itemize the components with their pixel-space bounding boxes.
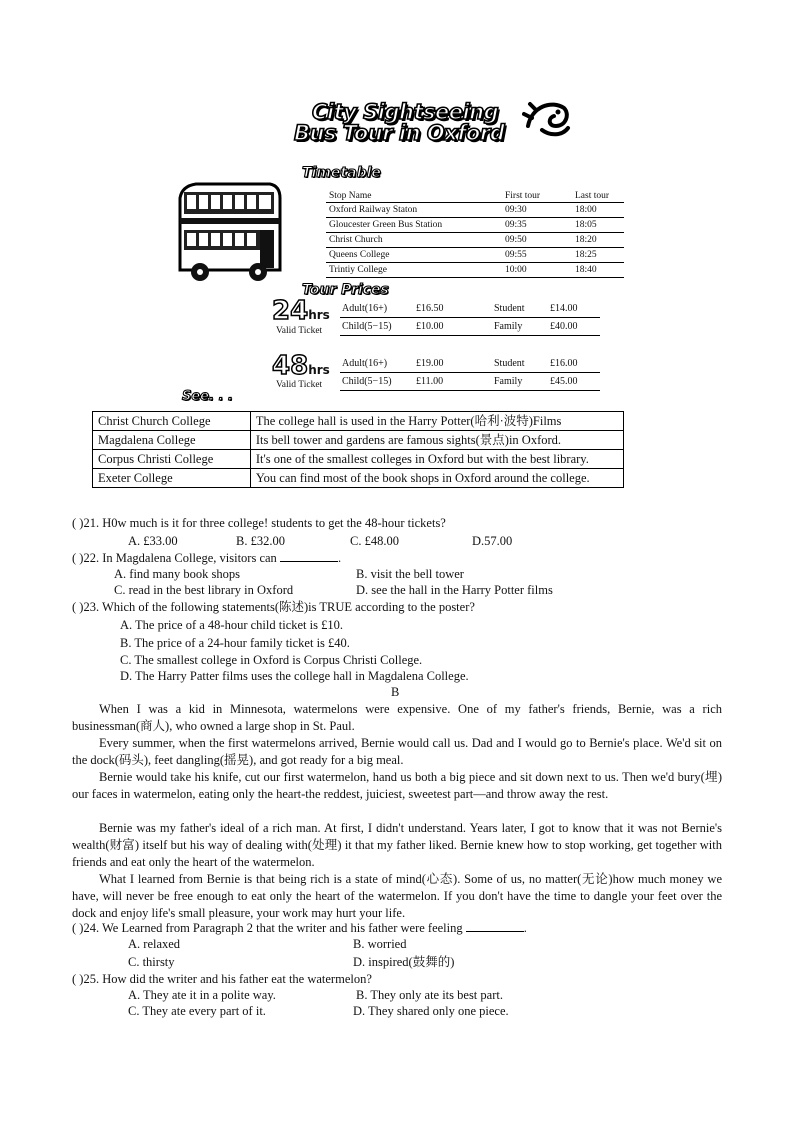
last-tour-time: 18:20 — [572, 233, 624, 248]
stop-name: Gloucester Green Bus Station — [326, 218, 502, 233]
college-name: Exeter College — [93, 469, 251, 488]
q21-option-c: C. £48.00 — [350, 534, 399, 548]
last-tour-time: 18:05 — [572, 218, 624, 233]
tour-prices-heading: Tour Prices — [302, 282, 389, 298]
timetable — [326, 190, 624, 278]
q25-option-d: D. They shared only one piece. — [353, 1004, 509, 1018]
q24-option-c: C. thirsty — [128, 955, 175, 969]
q21-option-a: A. £33.00 — [128, 534, 178, 548]
price-row — [340, 357, 600, 373]
timetable-row — [326, 248, 624, 263]
poster-title-line1: City Sightseeing — [312, 100, 499, 124]
timetable-heading: Timetable — [302, 165, 381, 181]
last-tour-time: 18:00 — [572, 203, 624, 218]
q25-option-b: B. They only ate its best part. — [356, 988, 503, 1002]
q25-option-a: A. They ate it in a polite way. — [128, 988, 276, 1002]
q24-option-d: D. inspired(鼓舞的) — [353, 955, 455, 969]
first-tour-time: 10:00 — [502, 263, 572, 278]
ticket-price: £14.00 — [550, 303, 578, 314]
college-description: You can find most of the book shops in Oxford around the college. — [250, 469, 623, 488]
ticket-type: Family — [494, 321, 523, 332]
ticket-48-unit: hrs — [308, 363, 330, 377]
timetable-row — [326, 218, 624, 233]
colleges-table — [92, 411, 624, 488]
ticket-type: Adult(16+) — [342, 358, 388, 369]
ticket-price: £11.00 — [416, 376, 444, 387]
q22-option-b: B. visit the bell tower — [356, 567, 464, 581]
ticket-24-badge — [272, 298, 330, 324]
answer-blank — [466, 921, 524, 932]
table-row — [93, 469, 624, 488]
ticket-type: Child(5−15) — [342, 321, 392, 332]
stop-name: Christ Church — [326, 233, 502, 248]
price-row — [340, 375, 600, 391]
q21-stem: ( )21. H0w much is it for three college! students to get the 48-hour tickets? — [72, 516, 446, 530]
ticket-48-badge — [272, 353, 330, 379]
q22-option-a: A. find many book shops — [114, 567, 241, 581]
ticket-type: Adult(16+) — [342, 303, 388, 314]
col-stop-name: Stop Name — [326, 190, 502, 203]
q23-option-c: C. The smallest college in Oxford is Corpus Christi College. — [120, 653, 423, 667]
passage-paragraph-4: Bernie was my father's ideal of a rich man. At first, I didn't understand. Years later, I got to know that it was not Bernie's wealth(财富) itself but his way of dealing with(处理) it that my father liked. Bernie knew how to stop working, get together with friends and eat only the heart of the watermelon. — [72, 821, 722, 869]
q24-stem: ( )24. We Learned from Paragraph 2 that the writer and his father were feeling — [72, 921, 463, 935]
ticket-48-label: Valid Ticket — [276, 380, 323, 390]
see-heading: See. . . — [182, 389, 233, 404]
col-last-tour: Last tour — [572, 190, 624, 203]
college-name: Christ Church College — [93, 412, 251, 431]
college-description: It's one of the smallest colleges in Oxford but with the best library. — [250, 450, 623, 469]
first-tour-time: 09:50 — [502, 233, 572, 248]
ticket-48-number: 48 — [272, 351, 309, 381]
table-row — [93, 431, 624, 450]
ticket-price: £16.00 — [550, 358, 578, 369]
ticket-24-unit: hrs — [308, 308, 330, 322]
ticket-price: £45.00 — [550, 376, 578, 387]
double-decker-bus-icon — [174, 180, 286, 284]
dragon-logo-icon — [522, 96, 572, 142]
section-b-heading: B — [391, 685, 400, 699]
price-row — [340, 302, 600, 318]
college-description: The college hall is used in the Harry Potter(哈利·波特)Films — [250, 412, 623, 431]
ticket-price: £19.00 — [416, 358, 444, 369]
ticket-24-number: 24 — [272, 296, 309, 326]
q23-option-d: D. The Harry Patter films uses the college hall in Magdalena College. — [120, 669, 469, 683]
stop-name: Oxford Railway Staton — [326, 203, 502, 218]
answer-blank — [280, 551, 338, 562]
first-tour-time: 09:30 — [502, 203, 572, 218]
q24-option-a: A. relaxed — [128, 937, 181, 951]
q22-stem: ( )22. In Magdalena College, visitors can — [72, 551, 277, 565]
q22-option-c: C. read in the best library in Oxford — [114, 583, 294, 597]
q25-stem: ( )25. How did the writer and his father eat the watermelon? — [72, 972, 372, 986]
first-tour-time: 09:55 — [502, 248, 572, 263]
q23-option-b: B. The price of a 24-hour family ticket is £40. — [120, 636, 350, 650]
college-description: Its bell tower and gardens are famous sights(景点)in Oxford. — [250, 431, 623, 450]
price-row — [340, 320, 600, 336]
q23-option-a: A. The price of a 48-hour child ticket is £10. — [120, 618, 343, 632]
q22-stem-line: ( )22. In Magdalena College, visitors can . — [72, 551, 342, 565]
ticket-price: £16.50 — [416, 303, 444, 314]
col-first-tour: First tour — [502, 190, 572, 203]
q21-option-d: D.57.00 — [472, 534, 513, 548]
ticket-type: Student — [494, 303, 525, 314]
timetable-row — [326, 203, 624, 218]
passage-paragraph-3: Bernie would take his knife, cut our first watermelon, hand us both a big piece and sit down next to us. Then we'd bury(埋) our faces in watermelon, eating only the heart-the reddest, juiciest, sweetest part—and throw away the rest. — [72, 770, 722, 801]
first-tour-time: 09:35 — [502, 218, 572, 233]
q23-stem: ( )23. Which of the following statements(陈述)is TRUE according to the poster? — [72, 600, 475, 614]
college-name: Magdalena College — [93, 431, 251, 450]
stop-name: Queens College — [326, 248, 502, 263]
ticket-price: £40.00 — [550, 321, 578, 332]
stop-name: Trintiy College — [326, 263, 502, 278]
timetable-row — [326, 263, 624, 278]
passage-paragraph-5: What I learned from Bernie is that being rich is a state of mind(心态). Some of us, no matter(无论)how much money we have, will never be free enough to eat only the heart of the watermelon. If you don't have the time to dangle your feet over the dock and enjoy life's small pleasure, your work may hurt your life. — [72, 872, 722, 920]
ticket-type: Student — [494, 358, 525, 369]
q25-option-c: C. They ate every part of it. — [128, 1004, 266, 1018]
timetable-row — [326, 233, 624, 248]
passage-paragraph-1: When I was a kid in Minnesota, watermelons were expensive. One of my father's friends, Bernie, was a rich businessman(商人), who owned a large shop in St. Paul. — [72, 702, 722, 733]
q24-stem-line: ( )24. We Learned from Paragraph 2 that the writer and his father were feeling . — [72, 921, 527, 935]
ticket-type: Child(5−15) — [342, 376, 392, 387]
timetable-header-row — [326, 190, 624, 203]
ticket-type: Family — [494, 376, 523, 387]
q24-option-b: B. worried — [353, 937, 407, 951]
college-name: Corpus Christi College — [93, 450, 251, 469]
ticket-24-label: Valid Ticket — [276, 326, 323, 336]
poster-title-line2: Bus Tour in Oxford — [294, 121, 505, 145]
last-tour-time: 18:40 — [572, 263, 624, 278]
passage-paragraph-2: Every summer, when the first watermelons arrived, Bernie would call us. Dad and I would go to Bernie's place. We'd sit on the dock(码头), feet dangling(摇晃), and got ready for a big meal. — [72, 736, 722, 767]
q22-option-d: D. see the hall in the Harry Potter films — [356, 583, 553, 597]
table-row — [93, 412, 624, 431]
table-row — [93, 450, 624, 469]
last-tour-time: 18:25 — [572, 248, 624, 263]
q21-option-b: B. £32.00 — [236, 534, 285, 548]
ticket-price: £10.00 — [416, 321, 444, 332]
